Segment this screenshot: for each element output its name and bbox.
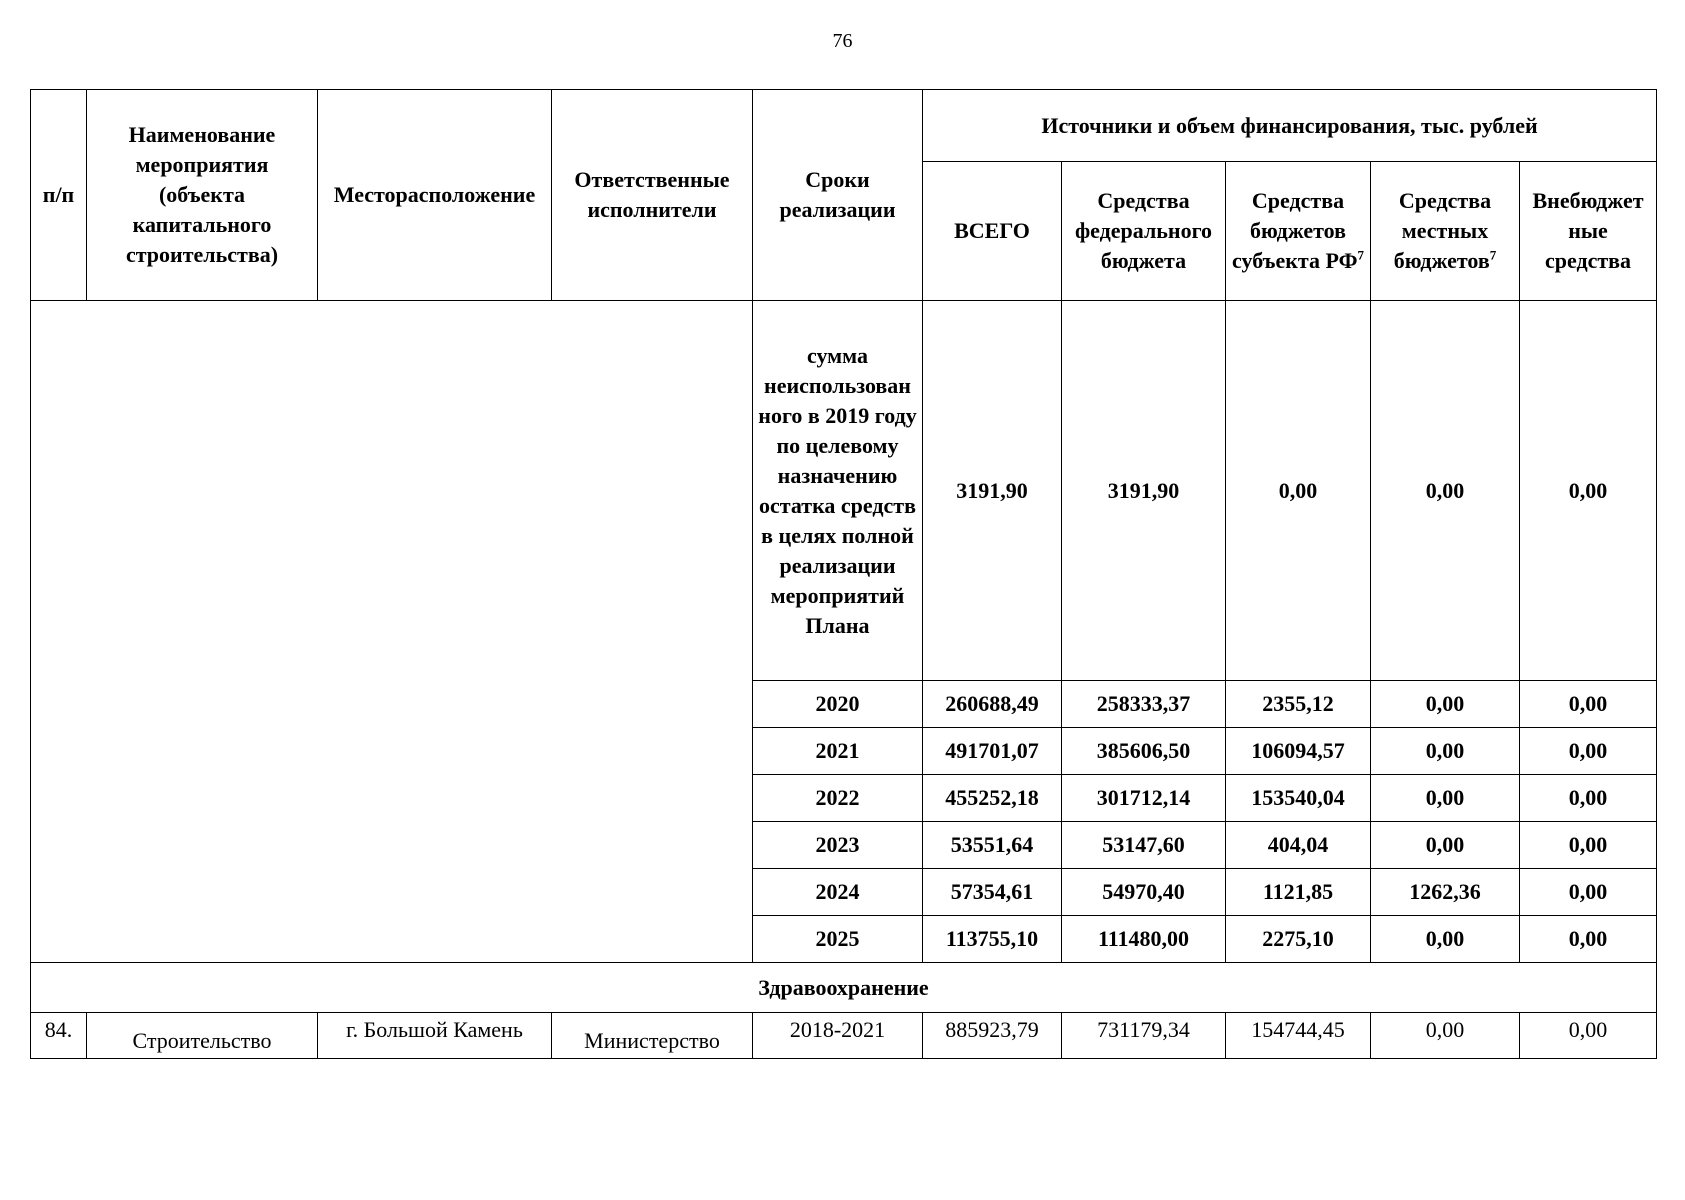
header-executors: Ответственные исполнители	[552, 90, 753, 301]
row-num: 84.	[31, 1013, 87, 1059]
year-cell: 2020	[753, 681, 923, 728]
note-extra: 0,00	[1520, 301, 1657, 681]
row-federal: 731179,34	[1062, 1013, 1226, 1059]
extra-cell: 0,00	[1520, 728, 1657, 775]
header-location: Месторасположение	[318, 90, 552, 301]
header-name: Наименование мероприятия (объекта капитального строительства)	[87, 90, 318, 301]
header-subject-footnote: 7	[1357, 247, 1364, 263]
extra-cell: 0,00	[1520, 681, 1657, 728]
subject-cell: 106094,57	[1226, 728, 1371, 775]
header-subject-text: Средства бюджетов субъекта РФ	[1232, 188, 1358, 273]
federal-cell: 54970,40	[1062, 869, 1226, 916]
federal-cell: 258333,37	[1062, 681, 1226, 728]
local-cell: 0,00	[1371, 916, 1520, 963]
row-local: 0,00	[1371, 1013, 1520, 1059]
row-executors: Министерство	[552, 1013, 753, 1059]
total-cell: 455252,18	[923, 775, 1062, 822]
subject-cell: 2275,10	[1226, 916, 1371, 963]
note-term: сумма неиспользован ного в 2019 году по целевому назначению остатка средств в целях полной реализации мероприятий Плана	[753, 301, 923, 681]
subject-cell: 404,04	[1226, 822, 1371, 869]
year-cell: 2024	[753, 869, 923, 916]
federal-cell: 53147,60	[1062, 822, 1226, 869]
extra-cell: 0,00	[1520, 916, 1657, 963]
note-subject: 0,00	[1226, 301, 1371, 681]
header-terms: Сроки реализации	[753, 90, 923, 301]
header-funding-group: Источники и объем финансирования, тыс. рублей	[923, 90, 1657, 162]
header-total: ВСЕГО	[923, 162, 1062, 301]
local-cell: 0,00	[1371, 775, 1520, 822]
local-cell: 0,00	[1371, 681, 1520, 728]
row-location: г. Большой Камень	[318, 1013, 552, 1059]
table-row	[31, 1013, 1657, 1059]
total-cell: 53551,64	[923, 822, 1062, 869]
year-cell: 2023	[753, 822, 923, 869]
row-subject: 154744,45	[1226, 1013, 1371, 1059]
federal-cell: 385606,50	[1062, 728, 1226, 775]
subject-cell: 2355,12	[1226, 681, 1371, 728]
total-cell: 113755,10	[923, 916, 1062, 963]
header-row-1	[31, 90, 1657, 162]
subject-cell: 1121,85	[1226, 869, 1371, 916]
total-cell: 491701,07	[923, 728, 1062, 775]
year-cell: 2025	[753, 916, 923, 963]
header-subject	[1226, 162, 1371, 301]
total-cell: 57354,61	[923, 869, 1062, 916]
row-extra: 0,00	[1520, 1013, 1657, 1059]
row-terms: 2018-2021	[753, 1013, 923, 1059]
note-row	[31, 301, 1657, 681]
header-extra: Внебюджет ные средства	[1520, 162, 1657, 301]
local-cell: 0,00	[1371, 822, 1520, 869]
row-total: 885923,79	[923, 1013, 1062, 1059]
extra-cell: 0,00	[1520, 869, 1657, 916]
financing-table	[30, 89, 1657, 1059]
local-cell: 0,00	[1371, 728, 1520, 775]
header-local	[1371, 162, 1520, 301]
empty-merged-cell	[31, 301, 753, 963]
header-num: п/п	[31, 90, 87, 301]
note-federal: 3191,90	[1062, 301, 1226, 681]
header-local-footnote: 7	[1489, 247, 1497, 263]
page-number: 76	[832, 30, 853, 52]
section-title: Здравоохранение	[31, 963, 1657, 1013]
row-name: Строительство	[87, 1013, 318, 1059]
header-local-text: Средства местных бюджетов	[1393, 188, 1492, 273]
header-federal: Средства федерального бюджета	[1062, 162, 1226, 301]
section-row	[31, 963, 1657, 1013]
extra-cell: 0,00	[1520, 822, 1657, 869]
year-cell: 2022	[753, 775, 923, 822]
federal-cell: 111480,00	[1062, 916, 1226, 963]
local-cell: 1262,36	[1371, 869, 1520, 916]
federal-cell: 301712,14	[1062, 775, 1226, 822]
note-local: 0,00	[1371, 301, 1520, 681]
subject-cell: 153540,04	[1226, 775, 1371, 822]
note-total: 3191,90	[923, 301, 1062, 681]
total-cell: 260688,49	[923, 681, 1062, 728]
extra-cell: 0,00	[1520, 775, 1657, 822]
year-cell: 2021	[753, 728, 923, 775]
